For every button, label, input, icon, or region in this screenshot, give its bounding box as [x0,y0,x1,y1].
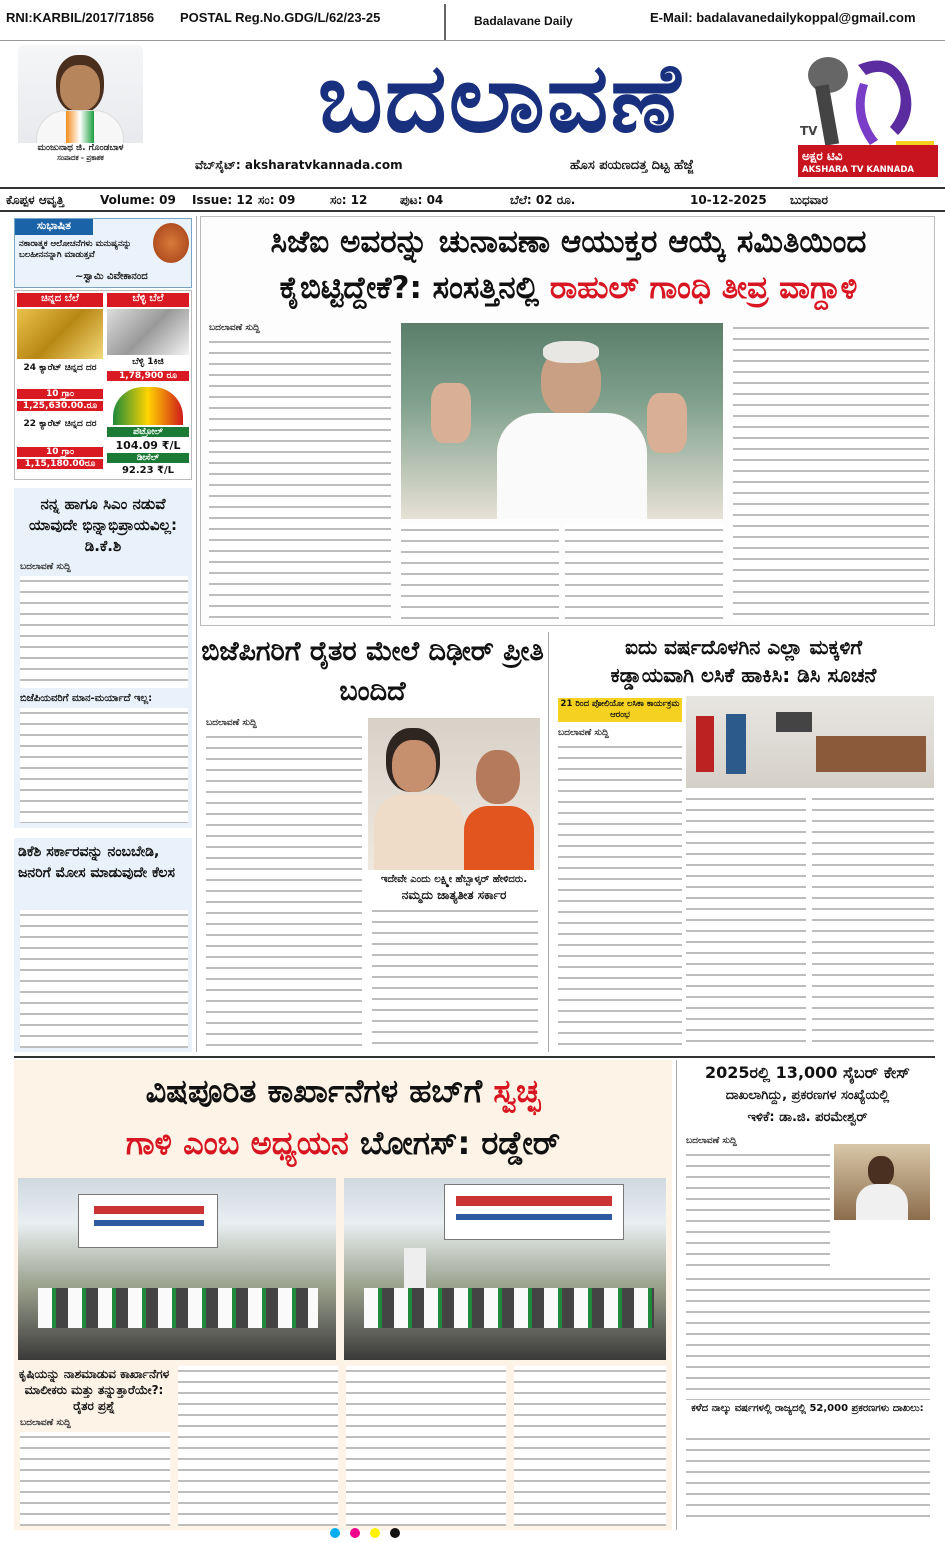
vaccine-col-2 [686,794,806,1046]
price: ಬೆಲೆ: 02 ರೂ. [510,193,576,207]
editor-name: ಮಂಜುನಾಥ ಜಿ. ಗೊಂಡಬಾಳ [37,143,124,153]
prices-panel [14,290,192,480]
tv-name: ಅಕ್ಷರ ಟಿವಿ [802,149,843,163]
lead-col-3 [565,525,723,621]
gold22-qty: 10 ಗ್ರಾಂ [17,447,103,457]
dk-govt-story [14,838,192,1052]
factory-byline: ಬದಲಾವಣೆ ಸುದ್ದಿ [20,1418,71,1428]
dks-body [20,576,188,688]
lead-headline-2 [201,265,936,311]
subhashita-box [14,218,192,288]
protest-photo-1 [18,1178,336,1360]
factory-col-3 [346,1366,506,1526]
fuel-gauge-icon [113,387,183,425]
cyber-col-2 [686,1434,930,1526]
sam: ಸಂ: 09 [258,193,296,207]
gold24-qty: 10 ಗ್ರಾಂ [17,389,103,399]
factory-col-4 [514,1366,666,1526]
day: ಬುಧವಾರ [790,193,828,207]
lead-col-1 [209,337,391,619]
pages: ಪುಟ: 04 [400,193,444,207]
cyber-col-1b [686,1274,930,1400]
masthead-title: ಬದಲಾವಣೆ [317,42,683,154]
issue: Issue: 12 [192,193,254,207]
cyber-headline-3: ಇಳಿಕೆ: ಡಾ.ಜಿ. ಪರಮೇಶ್ವರ್ [747,1110,868,1125]
cyber-col-1a [686,1150,830,1270]
tagline: ಹೊಸ ಪಯಣದತ್ತ ದಿಟ್ಟ ಹೆಜ್ಜೆ [570,158,694,173]
email: E-Mail: badalavanedailykoppal@gmail.com [650,10,916,25]
dks-subhead: ಬಿಜೆಪಿಯವರಿಗೆ ಮಾನ-ಮರ್ಯಾದೆ ಇಲ್ಲ: [20,693,153,704]
akshara-tv-logo [798,45,938,195]
subhashita-title: ಸುಭಾಷಿತ [15,219,93,235]
factory-subhead: ಕೃಷಿಯನ್ನು ನಾಶಮಾಡುವ ಕಾರ್ಖಾನೆಗಳ ಮಾಲೀಕರು ಮತ್ತು ತನ್ನುತ್ತಾರೆಯೇ?: ರೈತರ ಪ್ರಶ್ನೆ [18,1367,170,1413]
daily-name: Badalavane Daily [474,14,573,28]
vaccine-headline-1: ಐದು ವರ್ಷದೊಳಗಿನ ಎಲ್ಲಾ ಮಕ್ಕಳಿಗೆ [625,635,862,659]
subhashita-text: ನಕಾರಾತ್ಮಕ ಆಲೋಚನೆಗಳು ಮನುಷ್ಯನನ್ನು ಬಲಹೀನನನ್ನಾಗಿ ಮಾಡುತ್ತವೆ [19,239,132,260]
subhashita-author: ~ಸ್ವಾಮಿ ವಿವೇಕಾನಂದ [75,271,148,282]
gold-bars-image [17,309,103,359]
lead-col-4 [733,323,929,621]
factory-headline-2 [14,1118,672,1168]
lead-byline: ಬದಲಾವಣೆ ಸುದ್ದಿ [209,323,260,333]
silver-title: ಬೆಳ್ಳಿ ಬೆಲೆ [107,293,189,307]
bjp-story [200,632,545,1052]
cyber-story [680,1060,935,1530]
dks-story [14,488,192,828]
dc-meeting-photo [686,696,934,788]
gold-title: ಚಿನ್ನದ ಬೆಲೆ [17,293,103,307]
protest-photo-2 [344,1178,666,1360]
vaccine-col-1 [558,742,682,1046]
factory-headline-1b: ಸ್ವಚ್ಛ [493,1072,541,1110]
bjp-caption: ಇದೇವೇ ಎಂದು ಲಕ್ಷ್ಮೀ ಹೆಬ್ಬಾಳ್ಕರ್ ಹೇಳಿದರು. [380,874,528,885]
date: 10-12-2025 [690,193,767,207]
bjp-headline: ಬಿಜೆಪಿಗರಿಗೆ ರೈತರ ಮೇಲೆ ದಿಢೀರ್ ಪ್ರೀತಿ ಬಂದಿದೆ [201,636,544,707]
cyber-headline-1: 2025ರಲ್ಲಿ 13,000 ಸೈಬರ್ ಕೇಸ್ [705,1063,910,1082]
factory-headline-1 [14,1066,672,1116]
lead-col-2 [401,525,559,621]
dks-body-2 [20,708,188,823]
tv-name-en: AKSHARA TV KANNADA [802,165,915,175]
dks-headline: ನನ್ನ ಹಾಗೂ ಸಿಎಂ ನಡುವೆ ಯಾವುದೇ ಭಿನ್ನಾಭಿಪ್ರಾಯವಿಲ್ಲ: ಡಿ.ಕೆ.ಶಿ [28,495,178,555]
vaccine-headline-2: ಕಡ್ಡಾಯವಾಗಿ ಲಸಿಕೆ ಹಾಕಿಸಿ: ಡಿಸಿ ಸೂಚನೆ [610,663,877,687]
cyber-headline-2: ದಾಖಲಾಗಿದ್ದು, ಪ್ರಕರಣಗಳ ಸಂಖ್ಯೆಯಲ್ಲಿ [725,1088,890,1103]
hebbalkar-photo [368,718,540,870]
parameshwar-photo [834,1144,930,1220]
rahul-gandhi-photo [401,323,723,519]
vivekananda-photo [153,223,189,263]
vaccine-story [552,632,935,1050]
gold22-label: 22 ಕ್ಯಾರೆಟ್ ಚಿನ್ನದ ದರ [23,419,97,429]
bjp-col-1 [206,732,362,1048]
gold22-value: 1,15,180.00ರೂ [17,459,103,469]
factory-headline-2a: ಗಾಳಿ ಎಂಬ ಅಧ್ಯಯನ [125,1124,349,1162]
bjp-byline: ಬದಲಾವಣೆ ಸುದ್ದಿ [206,718,257,728]
top-info-bar [0,0,945,40]
petrol-label: ಪೆಟ್ರೋಲ್ [107,427,189,437]
factory-col-2 [178,1366,338,1526]
dks-byline: ಬದಲಾವಣೆ ಸುದ್ದಿ [20,562,71,572]
factory-col-1 [20,1432,170,1526]
gold24-label: 24 ಕ್ಯಾರೆಟ್ ಚಿನ್ನದ ದರ [23,363,97,373]
silver-bars-image [107,309,189,355]
diesel-label: ಡೀಸೆಲ್ [107,453,189,463]
editor-role: ಸಂಪಾದಕ - ಪ್ರಕಾಶಕ [57,154,104,162]
cyber-byline: ಬದಲಾವಣೆ ಸುದ್ದಿ [686,1136,737,1146]
issue-info-bar [0,187,945,212]
factory-headline-1a: ವಿಷಪೂರಿತ ಕಾರ್ಖಾನೆಗಳ ಹಬ್‌ಗೆ [145,1072,483,1110]
postal-reg: POSTAL Reg.No.GDG/L/62/23-25 [180,10,381,25]
lead-headline-2b: ರಾಹುಲ್ ಗಾಂಧಿ ತೀವ್ರ ವಾಗ್ದಾಳಿ [549,270,858,306]
lead-headline-1: ಸಿಜೆಐ ಅವರನ್ನು ಚುನಾವಣಾ ಆಯುಕ್ತರ ಆಯ್ಕೆ ಸಮಿತಿಯಿಂದ [270,224,867,260]
editor-photo [18,45,143,163]
silver-qty: ಬೆಳ್ಳಿ 1ಕಿಜಿ [132,357,164,367]
color-registration-marks [330,1528,490,1540]
vaccine-tag: 21 ರಿಂದ ಪೋಲಿಯೋ ಲಸಿಕಾ ಕಾರ್ಯಕ್ರಮ ಆರಂಭ [558,698,682,722]
vaccine-byline: ಬದಲಾವಣೆ ಸುದ್ದಿ [558,728,609,738]
sankhye: ಸಂ: 12 [330,193,368,207]
lead-story [200,216,935,626]
gold24-value: 1,25,630.00.ರೂ [17,401,103,411]
rni-number: RNI:KARBIL/2017/71856 [6,10,155,25]
diesel-value: 92.23 ₹/L [121,465,175,476]
edition: ಕೊಪ್ಪಳ ಆವೃತ್ತಿ [6,193,65,207]
dk-govt-body [20,910,188,1048]
lead-headline-2a: ಕೈಬಿಟ್ಟಿದ್ದೇಕೆ?: ಸಂಸತ್ತಿನಲ್ಲಿ [279,270,540,306]
factory-story [14,1060,672,1530]
petrol-value: 104.09 ₹/L [115,439,181,452]
cyber-subhead: ಕಳೆದ ನಾಲ್ಕು ವರ್ಷಗಳಲ್ಲಿ ರಾಜ್ಯದಲ್ಲಿ 52,000 ಪ್ರಕರಣಗಳು ದಾಖಲು: [691,1403,924,1414]
volume: Volume: 09 [100,193,176,207]
dk-govt-headline: ಡಿಕೆಶಿ ಸರ್ಕಾರವನ್ನು ನಂಬಬೇಡಿ, ಜನರಿಗೆ ಮೋಸ ಮಾಡುವುದೇ ಕೆಲಸ [18,844,175,881]
website: ವೆಬ್‌ಸೈಟ್: aksharatvkannada.com [195,158,403,172]
svg-text:TV: TV [800,124,818,138]
bjp-col-2 [372,906,538,1048]
vaccine-col-3 [812,794,934,1046]
silver-value: 1,78,900 ರೂ [107,371,189,381]
bjp-caption-2: ನಮ್ಮದು ಜಾತ್ಯತೀತ ಸರ್ಕಾರ [401,888,507,902]
factory-headline-2b: ಬೋಗಸ್: ರಡ್ಡೇರ್ [360,1124,561,1162]
